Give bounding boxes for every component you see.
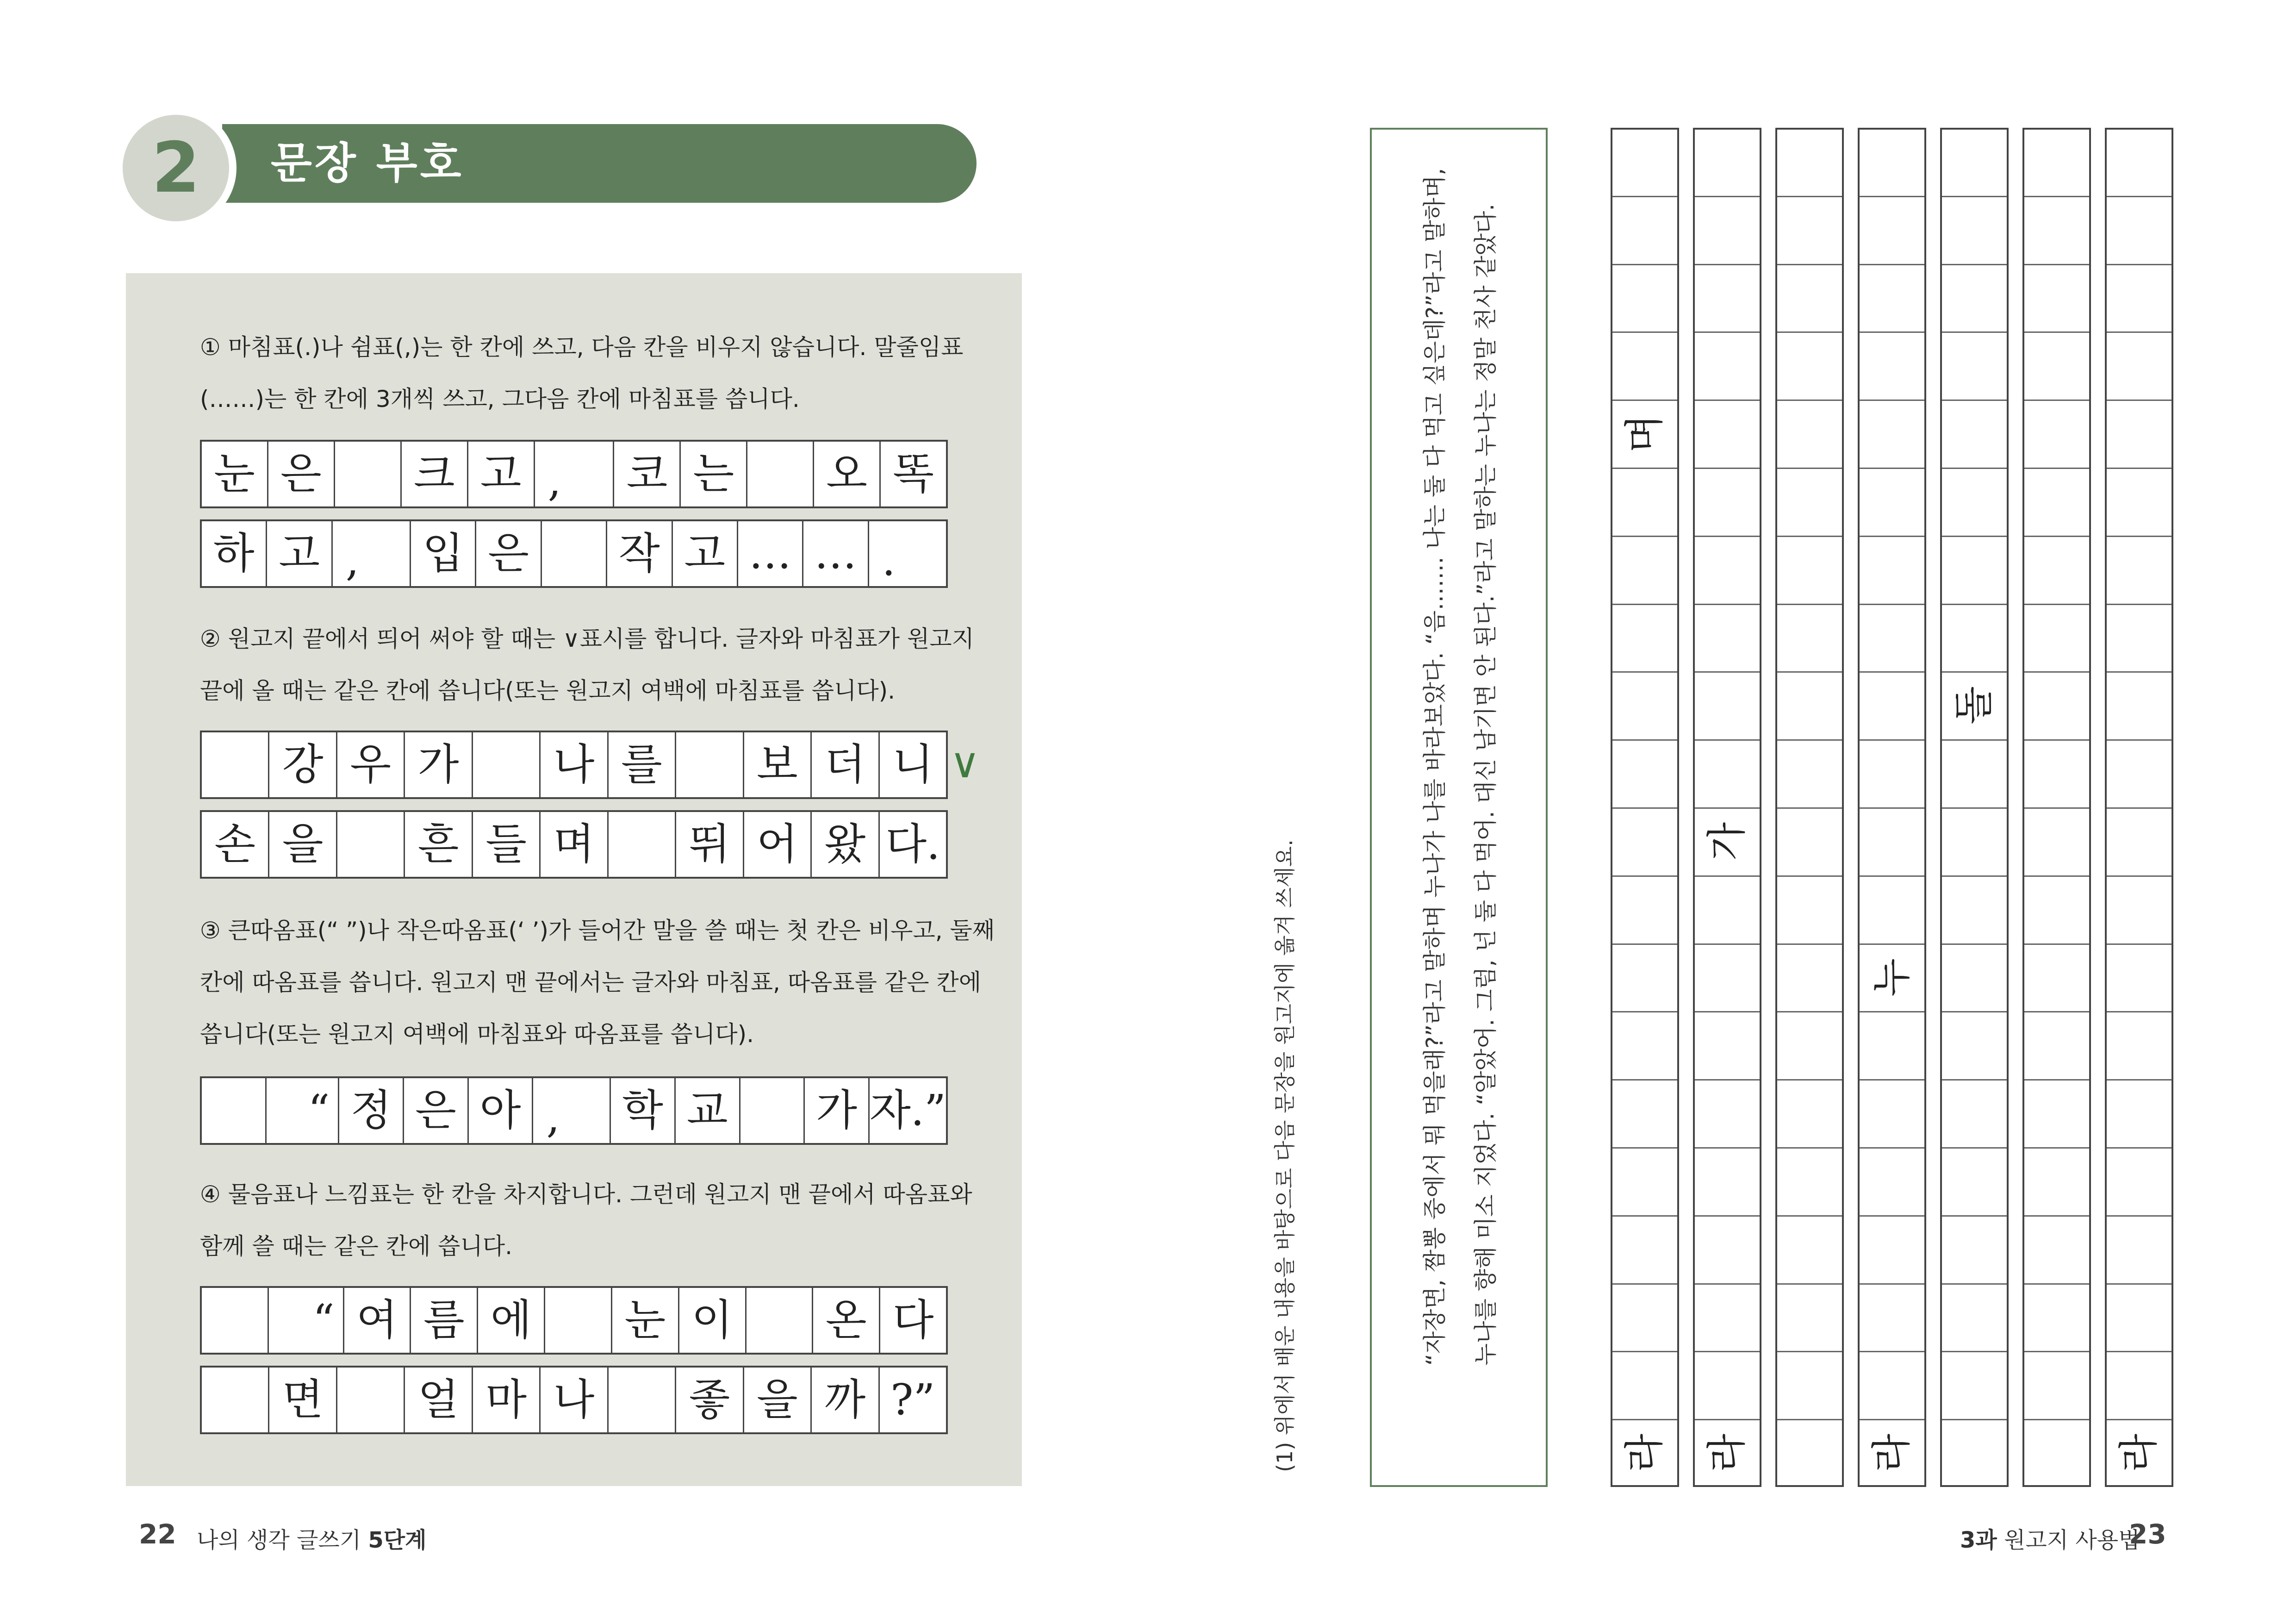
grid-cell: 정 [339, 1078, 404, 1143]
manuscript-cell-line [1860, 1351, 1924, 1352]
grid-cell: 하 [202, 521, 267, 586]
manuscript-cell-line [1860, 331, 1924, 333]
manuscript-cell-line [1860, 807, 1924, 809]
manuscript-cell-line [2024, 1283, 2089, 1285]
manuscript-cell-line [1860, 196, 1924, 197]
rule-3-line-1: ③ 큰따옴표(“ ”)나 작은따옴표(‘ ’)가 들어간 말을 쓸 때는 첫 칸은 비우고, 둘째 [200, 917, 995, 944]
manuscript-cell-line [2107, 1283, 2172, 1285]
grid-cell: 는 [681, 442, 747, 506]
rule-4-line-2: 함께 쓸 때는 같은 칸에 씁니다. [200, 1233, 512, 1260]
grid-cell [609, 812, 676, 877]
rule-2-line-2: 끝에 올 때는 같은 칸에 씁니다(또는 원고지 여백에 마침표를 씁니다). [200, 677, 896, 704]
manuscript-cell-line [1612, 671, 1677, 673]
manuscript-cell-line [2107, 400, 2172, 401]
grid-cell: 까 [812, 1368, 879, 1432]
manuscript-cell-line [2024, 671, 2089, 673]
grid-cell: 고 [468, 442, 535, 506]
manuscript-cell-line [1612, 943, 1677, 945]
grid-cell: 온 [813, 1288, 880, 1353]
manuscript-cell-line [1860, 943, 1924, 945]
grid-cell: 고 [673, 521, 738, 586]
manuscript-char: 누 [1868, 958, 1915, 997]
manuscript-cell-line [1860, 1283, 1924, 1285]
grid-row [200, 1286, 948, 1355]
manuscript-cell-line [1942, 1147, 2007, 1149]
grid-cell: 면 [269, 1368, 337, 1432]
spacing-check-mark: ∨ [950, 739, 980, 787]
manuscript-cell-line [1942, 196, 2007, 197]
grid-cell: 입 [411, 521, 476, 586]
grid-cell: 며 [541, 812, 608, 877]
manuscript-cell-line [1695, 264, 1760, 265]
manuscript-cell-line [2024, 196, 2089, 197]
manuscript-cell-line [1860, 875, 1924, 877]
manuscript-cell-line [1612, 807, 1677, 809]
manuscript-cell-line [1942, 264, 2007, 265]
manuscript-cell-line [2107, 1351, 2172, 1352]
manuscript-cell-line [1860, 1147, 1924, 1149]
rule-3-line-2: 칸에 따옴표를 씁니다. 원고지 맨 끝에서는 글자와 마침표, 따옴표를 같은 칸에 [200, 969, 982, 996]
manuscript-cell-line [1942, 807, 2007, 809]
grid-cell [202, 1368, 269, 1432]
manuscript-cell-line [1860, 468, 1924, 469]
grid-cell: 오 [814, 442, 881, 506]
manuscript-cell-line [1777, 468, 1842, 469]
manuscript-cell-line [1695, 1351, 1760, 1352]
manuscript-cell-line [1695, 1147, 1760, 1149]
manuscript-column [1775, 128, 1844, 1487]
grid-cell [542, 521, 607, 586]
grid-cell [473, 732, 541, 797]
grid-cell: 은 [476, 521, 541, 586]
grid-cell: 가 [405, 732, 473, 797]
manuscript-cell-line [2024, 400, 2089, 401]
manuscript-cell-line [1695, 400, 1760, 401]
manuscript-cell-line [1777, 875, 1842, 877]
manuscript-cell-line [1695, 1283, 1760, 1285]
grid-cell [545, 1288, 612, 1353]
grid-cell: 름 [411, 1288, 478, 1353]
manuscript-cell-line [1777, 739, 1842, 741]
manuscript-cell-line [1612, 1351, 1677, 1352]
manuscript-cell-line [1695, 875, 1760, 877]
manuscript-cell-line [1695, 196, 1760, 197]
grid-cell: 다. [885, 819, 940, 869]
grid-cell [202, 1288, 269, 1353]
manuscript-cell-line [2024, 264, 2089, 265]
grid-cell: 가 [805, 1078, 870, 1143]
manuscript-cell-line [1860, 1011, 1924, 1012]
grid-cell: “ [269, 1288, 344, 1353]
manuscript-column [2022, 128, 2091, 1487]
grid-cell: ?” [890, 1375, 935, 1424]
manuscript-cell-line [1695, 1011, 1760, 1012]
grid-cell: 나 [541, 732, 608, 797]
manuscript-cell-line [2107, 604, 2172, 605]
manuscript-cell-line [1860, 671, 1924, 673]
page-number-right: 23 [2129, 1518, 2166, 1550]
manuscript-cell-line [1612, 1147, 1677, 1149]
manuscript-char: 라 [1868, 1434, 1915, 1473]
rule-1-line-2: (……)는 한 칸에 3개씩 쓰고, 그다음 칸에 마침표를 씁니다. [200, 386, 800, 412]
passage-box [1370, 128, 1548, 1487]
manuscript-cell-line [1942, 875, 2007, 877]
manuscript-cell-line [1942, 739, 2007, 741]
manuscript-cell-line [1777, 400, 1842, 401]
manuscript-cell-line [2024, 468, 2089, 469]
manuscript-cell-line [1942, 536, 2007, 537]
grid-cell: 우 [337, 732, 405, 797]
grid-cell: 더 [812, 732, 879, 797]
grid-cell: 여 [344, 1288, 411, 1353]
manuscript-cell-line [2024, 1147, 2089, 1149]
manuscript-cell-line [2107, 264, 2172, 265]
manuscript-cell-line [1612, 536, 1677, 537]
grid-cell: 어 [744, 812, 812, 877]
grid-cell [337, 812, 405, 877]
manuscript-cell-line [1777, 1079, 1842, 1081]
manuscript-column [1858, 128, 1926, 1487]
manuscript-cell-line [2024, 739, 2089, 741]
manuscript-cell-line [1695, 739, 1760, 741]
rule-1-line-1: ① 마침표(.)나 쉼표(,)는 한 칸에 쓰고, 다음 칸을 비우지 않습니다. 말줄임표 [200, 334, 964, 361]
manuscript-cell-line [1942, 943, 2007, 945]
manuscript-cell-line [1777, 1351, 1842, 1352]
manuscript-cell-line [1695, 671, 1760, 673]
grid-cell: 왔 [812, 812, 879, 877]
manuscript-cell-line [2107, 875, 2172, 877]
manuscript-char: 라 [1704, 1434, 1750, 1473]
grid-cell: 학 [611, 1078, 676, 1143]
manuscript-cell-line [2024, 331, 2089, 333]
grid-cell: 뛰 [676, 812, 744, 877]
manuscript-cell-line [1695, 1079, 1760, 1081]
manuscript-cell-line [1860, 400, 1924, 401]
grid-cell: , [535, 442, 615, 506]
manuscript-cell-line [2024, 1215, 2089, 1217]
manuscript-cell-line [1942, 1011, 2007, 1012]
manuscript-cell-line [1612, 604, 1677, 605]
grid-cell: 은 [268, 442, 335, 506]
grid-cell: 자.” [869, 1086, 946, 1135]
manuscript-column [1693, 128, 1761, 1487]
manuscript-cell-line [1612, 739, 1677, 741]
manuscript-cell-line [1612, 1011, 1677, 1012]
manuscript-cell-line [1942, 331, 2007, 333]
manuscript-cell-line [2107, 1147, 2172, 1149]
grid-row [200, 731, 948, 799]
manuscript-cell-line [2107, 943, 2172, 945]
grid-cell [740, 1078, 805, 1143]
manuscript-cell-line [1695, 1215, 1760, 1217]
manuscript-cell-line [1777, 1147, 1842, 1149]
grid-row [200, 1076, 948, 1145]
manuscript-cell-line [2107, 807, 2172, 809]
manuscript-cell-line [1942, 1215, 2007, 1217]
grid-cell: 보 [744, 732, 812, 797]
grid-cell: 작 [607, 521, 672, 586]
grid-cell [747, 442, 814, 506]
grid-cell [202, 1078, 267, 1143]
manuscript-cell-line [2107, 331, 2172, 333]
grid-cell: 흔 [405, 812, 473, 877]
manuscript-cell-line [2024, 875, 2089, 877]
manuscript-cell-line [1777, 1215, 1842, 1217]
grid-cell: 다 [892, 1295, 934, 1345]
grid-cell [335, 442, 402, 506]
chapter-title: 3과 원고지 사용법 [1960, 1527, 2140, 1553]
manuscript-cell-line [2024, 1351, 2089, 1352]
manuscript-cell-line [2107, 1079, 2172, 1081]
manuscript-cell-line [2024, 1079, 2089, 1081]
manuscript-cell-line [2107, 671, 2172, 673]
manuscript-cell-line [1777, 1011, 1842, 1012]
manuscript-cell-line [1612, 875, 1677, 877]
grid-cell: 를 [609, 732, 676, 797]
grid-cell: 들 [473, 812, 541, 877]
manuscript-char: 돌 [1951, 686, 1997, 725]
manuscript-cell-line [1612, 1215, 1677, 1217]
grid-cell: 이 [679, 1288, 747, 1353]
manuscript-column [2105, 128, 2173, 1487]
grid-cell: 니 [892, 740, 933, 789]
grid-cell: 얼 [405, 1368, 473, 1432]
manuscript-cell-line [2024, 604, 2089, 605]
manuscript-cell-line [1612, 331, 1677, 333]
grid-cell: … [738, 521, 803, 586]
grid-cell: 눈 [202, 442, 268, 506]
passage-line-1: “자장면, 짬뽕 중에서 뭐 먹을래?”라고 말하며 누나가 나를 바라보았다. “음……. 나는 둘 다 먹고 싶은데?”라고 말하며, [1421, 168, 1448, 1366]
manuscript-cell-line [1695, 536, 1760, 537]
manuscript-cell-line [2107, 1215, 2172, 1217]
manuscript-cell-line [1695, 468, 1760, 469]
manuscript-char: 라 [1621, 1434, 1668, 1473]
manuscript-cell-line [1695, 943, 1760, 945]
grid-cell: 에 [478, 1288, 545, 1353]
manuscript-column [1611, 128, 1679, 1487]
grid-cell [609, 1368, 676, 1432]
grid-cell: 을 [744, 1368, 812, 1432]
grid-cell [747, 1288, 814, 1353]
page-number-left: 22 [139, 1518, 176, 1550]
manuscript-cell-line [2024, 536, 2089, 537]
grid-cell: … [803, 521, 869, 586]
manuscript-char: 가 [1704, 822, 1750, 861]
grid-cell: , [533, 1078, 611, 1143]
exercise-instruction: (1) 위에서 배운 내용을 바탕으로 다음 문장을 원고지에 옮겨 쓰세요. [1272, 839, 1297, 1472]
book-title: 나의 생각 글쓰기 5단계 [197, 1527, 427, 1553]
manuscript-cell-line [2107, 468, 2172, 469]
grid-cell: 마 [473, 1368, 541, 1432]
grid-cell: 눈 [612, 1288, 679, 1353]
grid-row [200, 810, 948, 879]
grid-cell [337, 1368, 405, 1432]
manuscript-cell-line [1942, 468, 2007, 469]
manuscript-cell-line [1777, 1419, 1842, 1420]
manuscript-cell-line [1942, 604, 2007, 605]
manuscript-cell-line [1860, 604, 1924, 605]
grid-cell: 아 [469, 1078, 534, 1143]
manuscript-cell-line [2024, 807, 2089, 809]
manuscript-cell-line [2107, 739, 2172, 741]
manuscript-cell-line [2024, 1011, 2089, 1012]
grid-cell: 교 [676, 1078, 740, 1143]
manuscript-cell-line [1612, 468, 1677, 469]
grid-cell: 코 [614, 442, 681, 506]
manuscript-cell-line [1777, 604, 1842, 605]
rule-4-line-1: ④ 물음표나 느낌표는 한 칸을 차지합니다. 그런데 원고지 맨 끝에서 따옴표와 [200, 1181, 972, 1208]
manuscript-column [1940, 128, 2009, 1487]
manuscript-cell-line [1777, 1283, 1842, 1285]
manuscript-cell-line [1612, 196, 1677, 197]
section-number: 2 [151, 128, 200, 208]
manuscript-cell-line [1860, 264, 1924, 265]
section-title: 문장 부호 [271, 138, 464, 188]
manuscript-cell-line [1942, 1283, 2007, 1285]
manuscript-cell-line [1777, 196, 1842, 197]
grid-cell: 나 [541, 1368, 608, 1432]
manuscript-cell-line [1942, 400, 2007, 401]
manuscript-cell-line [2024, 943, 2089, 945]
manuscript-cell-line [1695, 604, 1760, 605]
manuscript-cell-line [1777, 943, 1842, 945]
manuscript-cell-line [2107, 196, 2172, 197]
manuscript-cell-line [1942, 1351, 2007, 1352]
grid-cell: “ [267, 1078, 340, 1143]
manuscript-cell-line [1860, 739, 1924, 741]
grid-cell: . [882, 536, 896, 585]
manuscript-cell-line [1860, 536, 1924, 537]
grid-cell: 손 [202, 812, 269, 877]
grid-cell: 은 [404, 1078, 469, 1143]
manuscript-cell-line [1612, 264, 1677, 265]
manuscript-cell-line [1695, 331, 1760, 333]
grid-cell: 크 [402, 442, 468, 506]
grid-row [200, 440, 948, 508]
grid-cell: , [333, 521, 411, 586]
manuscript-cell-line [1860, 1215, 1924, 1217]
manuscript-char: 며 [1621, 414, 1668, 453]
grid-cell [676, 732, 744, 797]
passage-line-2: 누나를 향해 미소 지었다. “알았어. 그럼, 넌 둘 다 먹어. 대신 남기면 안 된다.”라고 말하는 누나는 정말 천사 같았다. [1472, 203, 1499, 1366]
manuscript-cell-line [2024, 1419, 2089, 1420]
manuscript-cell-line [1777, 536, 1842, 537]
manuscript-char: 라 [2116, 1434, 2162, 1473]
manuscript-cell-line [1612, 1283, 1677, 1285]
manuscript-cell-line [1777, 331, 1842, 333]
manuscript-cell-line [2107, 1011, 2172, 1012]
rule-2-line-1: ② 원고지 끝에서 띄어 써야 할 때는 ∨표시를 합니다. 글자와 마침표가 원고지 [200, 625, 974, 652]
grid-row [200, 519, 948, 588]
grid-cell [202, 732, 269, 797]
manuscript-cell-line [1612, 1079, 1677, 1081]
manuscript-cell-line [2107, 536, 2172, 537]
manuscript-cell-line [1777, 671, 1842, 673]
grid-cell: 을 [269, 812, 337, 877]
grid-cell: 똑 [893, 449, 934, 499]
manuscript-cell-line [1860, 1079, 1924, 1081]
rule-3-line-3: 씁니다(또는 원고지 여백에 마침표와 따옴표를 씁니다). [200, 1021, 754, 1048]
manuscript-cell-line [1942, 1419, 2007, 1420]
grid-cell: 강 [269, 732, 337, 797]
grid-row [200, 1366, 948, 1434]
manuscript-cell-line [1777, 264, 1842, 265]
manuscript-cell-line [1942, 1079, 2007, 1081]
manuscript-cell-line [1777, 807, 1842, 809]
grid-cell: 고 [267, 521, 332, 586]
grid-cell: 좋 [676, 1368, 744, 1432]
